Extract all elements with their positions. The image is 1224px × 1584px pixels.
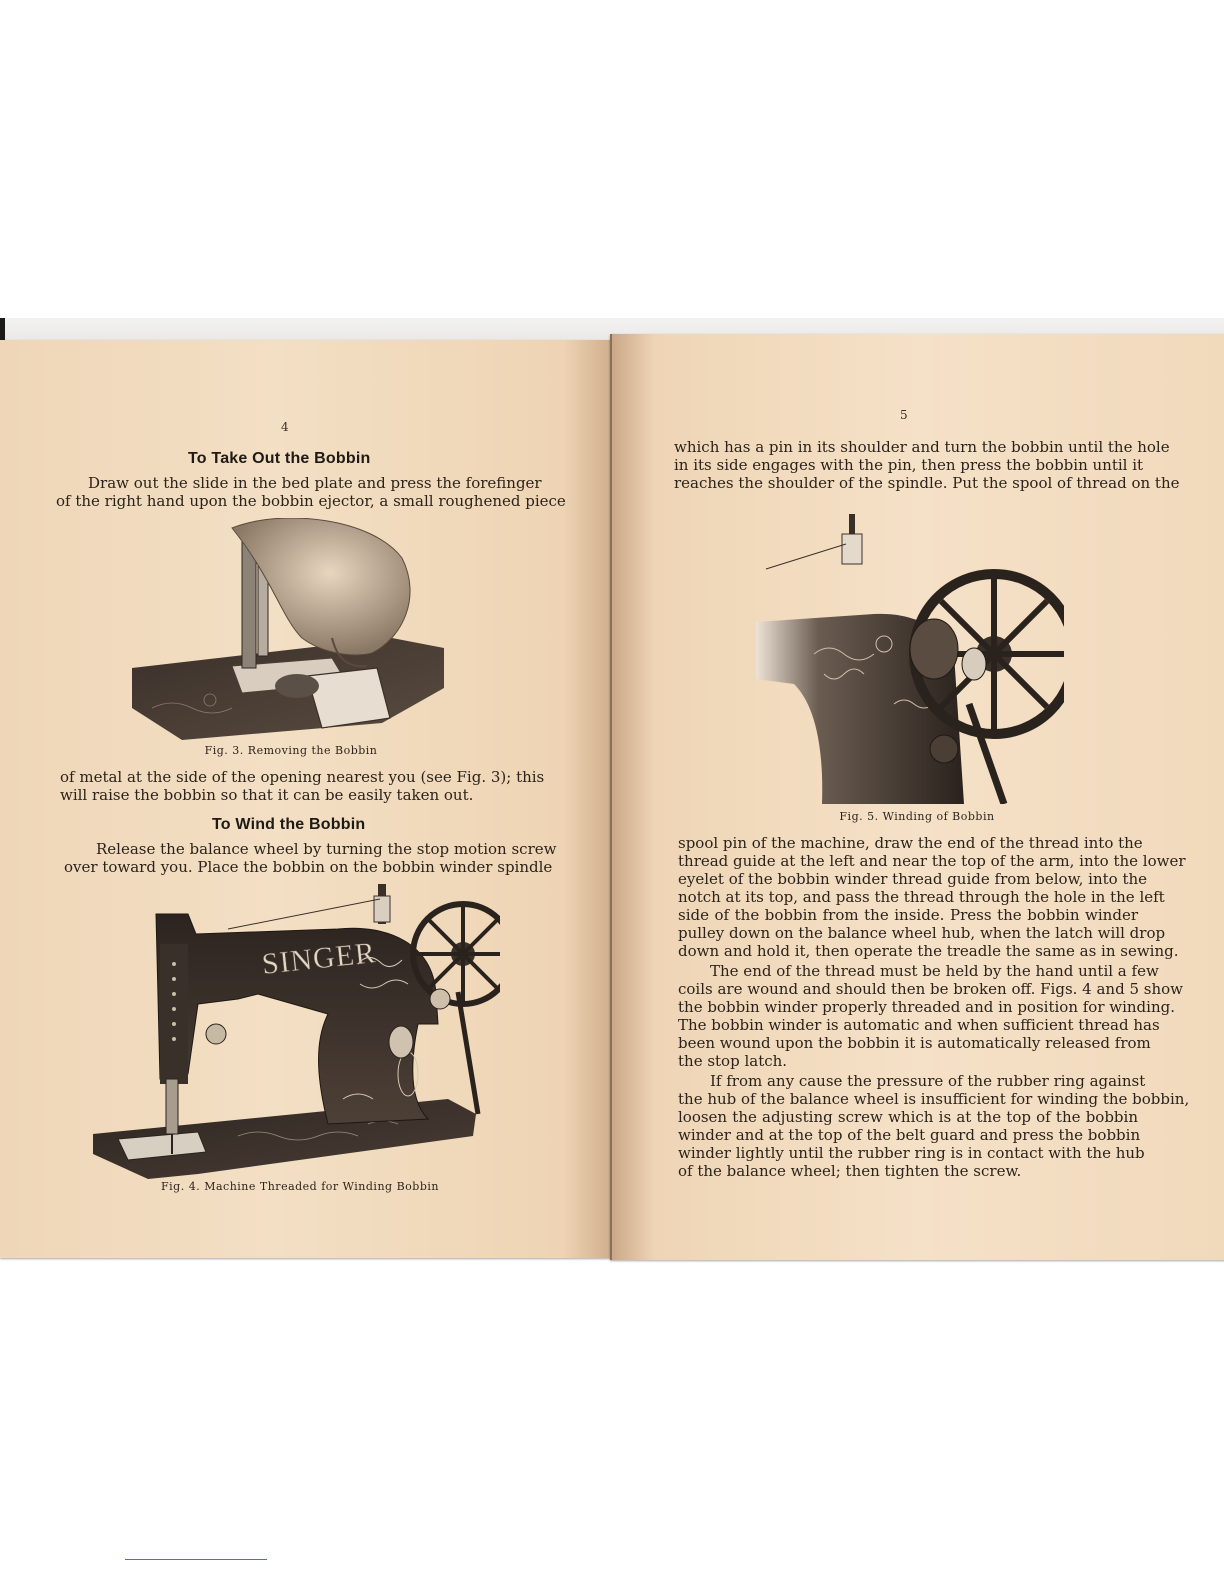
fig3-caption: Fig. 3. Removing the Bobbin bbox=[204, 744, 378, 757]
text-line: If from any cause the pressure of the rubber ring against bbox=[710, 1072, 1146, 1090]
text-line: will raise the bobbin so that it can be easily taken out. bbox=[60, 786, 474, 804]
paragraph-take-out-bobbin-start bbox=[56, 474, 566, 510]
text-line: eyelet of the bobbin winder thread guide from below, into the bbox=[678, 870, 1148, 888]
text-line: Release the balance wheel by turning the stop motion screw bbox=[96, 840, 557, 858]
fig4-machine-threaded-illustration bbox=[88, 874, 500, 1180]
paragraph-take-out-bobbin-end bbox=[60, 768, 545, 804]
text-line: side of the bobbin from the inside. Press the bobbin winder bbox=[678, 906, 1138, 924]
paragraph-end-of-thread bbox=[678, 962, 1183, 1070]
heading-wind-bobbin: To Wind the Bobbin bbox=[212, 816, 366, 833]
text-line: The bobbin winder is automatic and when sufficient thread has bbox=[678, 1016, 1160, 1034]
fig3-removing-bobbin-illustration bbox=[132, 518, 444, 740]
page-number-right: 5 bbox=[900, 408, 908, 422]
text-line: down and hold it, then operate the treadle the same as in sewing. bbox=[678, 942, 1179, 960]
text-line: in its side engages with the pin, then press the bobbin until it bbox=[674, 456, 1144, 474]
text-line: the bobbin winder properly threaded and in position for winding. bbox=[678, 998, 1175, 1016]
underline-mark bbox=[125, 1559, 267, 1560]
paragraph-wind-bobbin bbox=[64, 840, 557, 876]
text-line: the stop latch. bbox=[678, 1052, 788, 1070]
text-line: reaches the shoulder of the spindle. Put the spool of thread on the bbox=[674, 474, 1180, 492]
text-line: pulley down on the balance wheel hub, when the latch will drop bbox=[678, 924, 1166, 942]
text-line: notch at its top, and pass the thread through the hole in the left bbox=[678, 888, 1165, 906]
text-line: spool pin of the machine, draw the end of the thread into the bbox=[678, 834, 1143, 852]
page-number-left: 4 bbox=[281, 420, 289, 434]
singer-brand-lettering: SINGER bbox=[260, 936, 378, 981]
text-line: Draw out the slide in the bed plate and press the forefinger bbox=[88, 474, 542, 492]
fig4-caption: Fig. 4. Machine Threaded for Winding Bobbin bbox=[161, 1180, 439, 1193]
right-page bbox=[610, 334, 1224, 1260]
text-line: The end of the thread must be held by the hand until a few bbox=[710, 962, 1159, 980]
text-line: thread guide at the left and near the top of the arm, into the lower bbox=[678, 852, 1186, 870]
text-line: winder and at the top of the belt guard and press the bobbin bbox=[678, 1126, 1141, 1144]
text-line: loosen the adjusting screw which is at the top of the bobbin bbox=[678, 1108, 1138, 1126]
paragraph-winding-continued bbox=[674, 438, 1180, 492]
text-line: the hub of the balance wheel is insufficient for winding the bobbin, bbox=[678, 1090, 1190, 1108]
text-line: over toward you. Place the bobbin on the bobbin winder spindle bbox=[64, 858, 553, 876]
text-line: been wound upon the bobbin it is automatically released from bbox=[678, 1034, 1151, 1052]
heading-take-out-bobbin: To Take Out the Bobbin bbox=[188, 450, 371, 467]
fig5-winding-bobbin-illustration bbox=[754, 504, 1064, 804]
text-line: coils are wound and should then be broken off. Figs. 4 and 5 show bbox=[678, 980, 1183, 998]
text-line: of the right hand upon the bobbin ejector, a small roughened piece bbox=[56, 492, 566, 510]
text-line: of the balance wheel; then tighten the screw. bbox=[678, 1162, 1022, 1180]
left-page bbox=[0, 340, 612, 1258]
text-line: which has a pin in its shoulder and turn the bobbin until the hole bbox=[674, 438, 1170, 456]
fig5-caption: Fig. 5. Winding of Bobbin bbox=[839, 810, 995, 823]
text-line: winder lightly until the rubber ring is in contact with the hub bbox=[678, 1144, 1145, 1162]
paragraph-rubber-ring bbox=[678, 1072, 1190, 1180]
paragraph-thread-path bbox=[678, 834, 1186, 960]
text-line: of metal at the side of the opening nearest you (see Fig. 3); this bbox=[60, 768, 545, 786]
